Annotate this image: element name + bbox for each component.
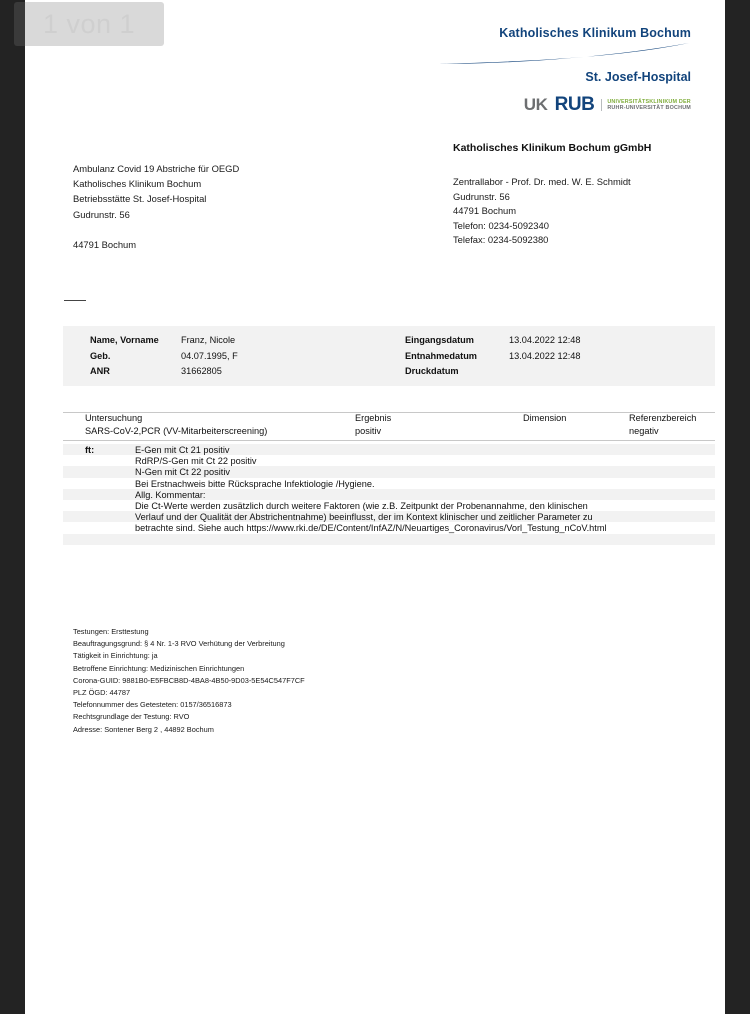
comment-line-6: Die Ct-Werte werden zusätzlich durch weitere Faktoren (wie z.B. Zeitpunkt der Probenannahme, den klinischen (135, 501, 588, 512)
value-entnahmedatum: 13.04.2022 12:48 (509, 350, 581, 361)
sender-address (73, 161, 239, 252)
comment-line-2: RdRP/S-Gen mit Ct 22 positiv (135, 456, 257, 467)
spacer (73, 222, 239, 237)
lab-line-4: Telefon: 0234-5092340 (453, 219, 549, 231)
label-druckdatum: Druckdatum (405, 366, 459, 377)
header-untersuchung: Untersuchung (85, 413, 143, 423)
footer-line-5: Corona-GUID: 9881B0-E5FBCB8D-4BA8-4B50-9D03-5E54C547F7CF (73, 675, 305, 685)
footer-metadata (73, 626, 305, 736)
header-referenzbereich: Referenzbereich (629, 413, 697, 423)
patient-info-block (63, 326, 715, 386)
company-name: Katholisches Klinikum Bochum gGmbH (453, 142, 652, 154)
page-counter: 1 von 1 (14, 2, 164, 46)
swoosh-icon (431, 42, 691, 68)
patient-labels (90, 333, 159, 380)
value-eingangsdatum: 13.04.2022 12:48 (509, 335, 581, 345)
sender-line-3: Betriebsstätte St. Josef-Hospital (73, 193, 207, 205)
footer-line-6: PLZ ÖGD: 44787 (73, 688, 131, 698)
comment-line-7: Verlauf und der Qualität der Abstrichentnahme) beeinflusst, der im Kontext klinischer und zeitlicher Parameter zu (135, 512, 593, 523)
rub-logo: RUB (554, 94, 595, 115)
document-page (25, 0, 725, 1014)
uk-logo: UK (523, 95, 548, 114)
patient-label-name: Name, Vorname (90, 335, 159, 345)
ft-label: ft: (85, 445, 95, 455)
patient-label-dob: Geb. (90, 350, 111, 361)
comment-line-8: betrachte sind. Siehe auch https://www.rki.de/DE/Content/InfAZ/N/Neuartiges_Coronavirus/Vorl_Testung_nCoV.html (135, 523, 607, 534)
header-dimension: Dimension (523, 413, 567, 423)
patient-label-anr: ANR (90, 366, 110, 377)
results-table-row (63, 426, 715, 441)
lab-line-5: Telefax: 0234-5092380 (453, 234, 549, 246)
cell-ergebnis: positiv (355, 426, 382, 436)
footer-line-9: Adresse: Sontener Berg 2 , 44892 Bochum (73, 724, 214, 734)
university-subtitle (601, 99, 691, 111)
patient-value-anr: 31662805 (181, 366, 222, 377)
lab-address (453, 175, 631, 248)
divider (64, 300, 86, 301)
comment-line-3: N-Gen mit Ct 22 positiv (135, 467, 230, 478)
footer-line-8: Rechtsgrundlage der Testung: RVO (73, 712, 190, 722)
lab-line-1: Zentrallabor - Prof. Dr. med. W. E. Schmidt (453, 176, 631, 187)
footer-line-2: Beauftragungsgrund: § 4 Nr. 1-3 RVO Verhütung der Verbreitung (73, 639, 285, 649)
sender-line-2: Katholisches Klinikum Bochum (73, 178, 202, 190)
comment-line-1: E-Gen mit Ct 21 positiv (135, 445, 230, 455)
hospital-name: St. Josef-Hospital (585, 70, 691, 84)
footer-line-7: Telefonnummer des Getesteten: 0157/36516873 (73, 700, 232, 710)
university-line-2: RUHR-UNIVERSITÄT BOCHUM (607, 105, 691, 111)
footer-line-4: Betroffene Einrichtung: Medizinischen Einrichtungen (73, 663, 245, 673)
logo-group (431, 94, 691, 116)
label-eingangsdatum: Eingangsdatum (405, 335, 474, 345)
footer-line-1: Testungen: Ersttestung (73, 627, 149, 636)
lab-line-3: 44791 Bochum (453, 205, 517, 217)
lab-line-2: Gudrunstr. 56 (453, 190, 510, 202)
footer-line-3: Tätigkeit in Einrichtung: ja (73, 651, 158, 661)
comment-line-4: Bei Erstnachweis bitte Rücksprache Infektiologie /Hygiene. (135, 478, 375, 489)
sender-line-1: Ambulanz Covid 19 Abstriche für OEGD (73, 163, 240, 174)
clinic-name: Katholisches Klinikum Bochum (499, 26, 691, 40)
date-labels (405, 333, 477, 380)
row-shade (63, 534, 715, 545)
date-values (509, 333, 581, 364)
cell-untersuchung: SARS-CoV-2,PCR (VV-Mitarbeiterscreening) (85, 426, 268, 436)
patient-value-dob: 04.07.1995, F (181, 350, 238, 361)
sender-line-4: Gudrunstr. 56 (73, 208, 130, 220)
header-ergebnis: Ergebnis (355, 413, 392, 423)
university-line-1: UNIVERSITÄTSKLINIKUM DER (607, 98, 691, 105)
patient-values (181, 333, 238, 380)
sender-city: 44791 Bochum (73, 238, 137, 250)
comment-line-5: Allg. Kommentar: (135, 489, 206, 500)
cell-referenzbereich: negativ (629, 426, 659, 436)
result-comment-lines (135, 445, 715, 535)
letterhead (431, 26, 691, 116)
patient-value-name: Franz, Nicole (181, 335, 236, 345)
label-entnahmedatum: Entnahmedatum (405, 350, 477, 361)
